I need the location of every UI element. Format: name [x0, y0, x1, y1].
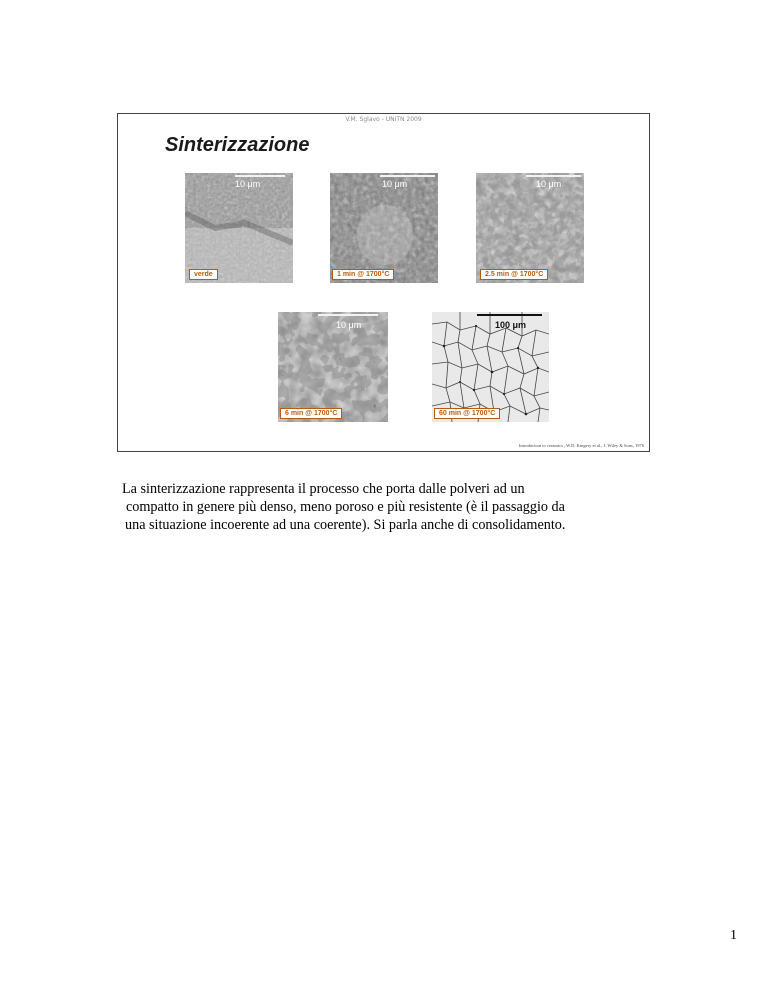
micrograph-2-5-min-image — [476, 173, 584, 283]
micrograph-6-min-image — [278, 312, 388, 422]
page-number: 1 — [730, 928, 737, 943]
notes-line: La sinterizzazione rappresenta il processo che porta dalle polveri ad un — [122, 481, 525, 497]
condition-label: 60 min @ 1700°C — [434, 408, 500, 419]
micrograph-60-min-image — [432, 312, 549, 422]
micrograph-60-min — [432, 312, 549, 422]
notes-text — [117, 480, 657, 534]
slide-header: V.M. Sglavo - UNITN 2009 — [345, 116, 422, 123]
scale-bar — [318, 314, 378, 316]
scale-bar — [380, 175, 435, 177]
condition-label: 2.5 min @ 1700°C — [480, 269, 548, 280]
scale-bar — [526, 175, 581, 177]
condition-label: verde — [189, 269, 218, 280]
scale-bar — [477, 314, 542, 316]
slide-citation: Introduction to ceramics , W.D. Kingery et al., J. Wiley & Sons, 1976 — [518, 443, 644, 448]
notes-line: una situazione incoerente ad una coerente). Si parla anche di consolidamento. — [125, 517, 566, 533]
notes-line: compatto in genere più denso, meno poroso e più resistente (è il passaggio da — [126, 499, 565, 515]
micrograph-verde — [185, 173, 293, 283]
micrograph-2-5-min — [476, 173, 584, 283]
micrograph-1-min-image — [330, 173, 438, 283]
slide-title: Sinterizzazione — [165, 134, 310, 156]
scale-label: 100 μm — [495, 320, 527, 330]
scale-label: 10 μm — [382, 179, 408, 189]
micrograph-verde-image — [185, 173, 293, 283]
scale-bar — [235, 175, 285, 177]
slide-thumbnail — [117, 113, 650, 452]
scale-label: 10 μm — [536, 179, 562, 189]
scale-label: 10 μm — [235, 179, 261, 189]
scale-label: 10 μm — [336, 320, 362, 330]
condition-label: 6 min @ 1700°C — [280, 408, 342, 419]
micrograph-1-min — [330, 173, 438, 283]
micrograph-6-min — [278, 312, 388, 422]
condition-label: 1 min @ 1700°C — [332, 269, 394, 280]
